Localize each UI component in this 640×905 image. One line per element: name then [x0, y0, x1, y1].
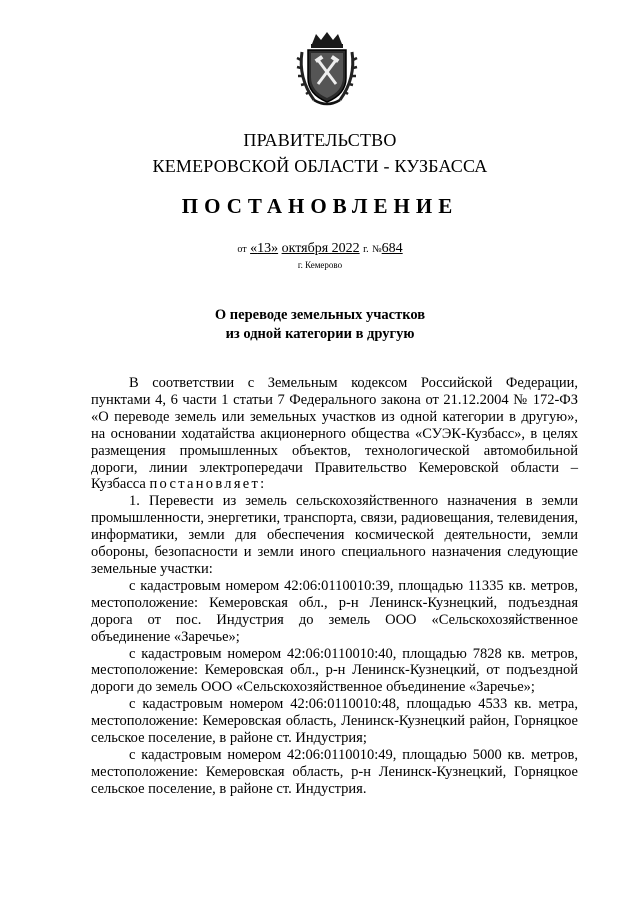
- year-suffix: г.: [363, 244, 369, 255]
- kuzbass-coat-of-arms-icon: [296, 30, 358, 108]
- date-quote-open: «: [250, 241, 258, 256]
- date-day: 13: [257, 241, 272, 256]
- government-name-line2: КЕМЕРОВСКОЙ ОБЛАСТИ - КУЗБАССА: [152, 156, 488, 176]
- subject-line2: из одной категории в другую: [225, 326, 415, 342]
- decree-word: постановляет:: [149, 476, 267, 493]
- date-quote-close: »: [271, 241, 279, 256]
- land-plot-40-paragraph: с кадастровым номером 42:06:0110010:40, площадью 7828 кв. метров, местоположение: Кемеровская обл., р-н Ленинск-Кузнецкий, от подъездной дороги до земель ООО «Сельскохозяйственное объединение «Заречье»;: [91, 645, 578, 696]
- date-number-line: [0, 241, 640, 258]
- land-plot-49-paragraph: с кадастровым номером 42:06:0110010:49, площадью 5000 кв. метров, местоположение: Кемеровская область, р-н Ленинск-Кузнецкий, Горняцкое сельское поселение, в районе ст. Индустрия.: [91, 746, 578, 797]
- clause-1-paragraph: 1. Перевести из земель сельскохозяйственного назначения в земли промышленности, энергетики, транспорта, связи, радиовещания, телевидения, информатики, земли для обеспечения космической деятельности, земли обороны, безопасности и земли иного специального назначения следующие земельные участки:: [91, 493, 578, 577]
- land-plot-48-paragraph: с кадастровым номером 42:06:0110010:48, площадью 4533 кв. метра, местоположение: Кемеровская область, Ленинск-Кузнецкий район, Горняцкое сельское поселение, в районе ст. Индустрия;: [91, 696, 578, 747]
- subject-line1: О переводе земельных участков: [214, 307, 426, 323]
- document-number: 684: [381, 241, 403, 256]
- date-month-year: октября 2022: [281, 241, 360, 256]
- land-plot-39-paragraph: с кадастровым номером 42:06:0110010:39, площадью 11335 кв. метров, местоположение: Кемеровская обл., р-н Ленинск-Кузнецкий, подъездная дорога от пос. Индустрия до земель ООО «Сельскохозяйственное объединение «Заречье»;: [91, 577, 578, 645]
- document-subject: [0, 306, 640, 344]
- document-type-title: ПОСТАНОВЛЕНИЕ: [181, 194, 459, 218]
- number-label: №: [372, 244, 382, 255]
- preamble-paragraph: [91, 375, 578, 493]
- government-name-line1: ПРАВИТЕЛЬСТВО: [243, 130, 397, 150]
- document-body: [91, 375, 578, 798]
- from-label: от: [237, 244, 247, 255]
- preamble-text: В соответствии с Земельным кодексом Российской Федерации, пунктами 4, 6 части 1 статьи 7 Федерального закона от 21.12.2004 № 172-ФЗ «О переводе земель или земельных участков из одной категории в другую», на основании ходатайства акционерного общества «СУЭК-Кузбасс», в целях размещения промышленных объектов, технологической автомобильной дороги, линии электропередачи Правительство Кемеровской области – Кузбасса: [91, 375, 578, 493]
- city: г. Кемерово: [297, 260, 343, 270]
